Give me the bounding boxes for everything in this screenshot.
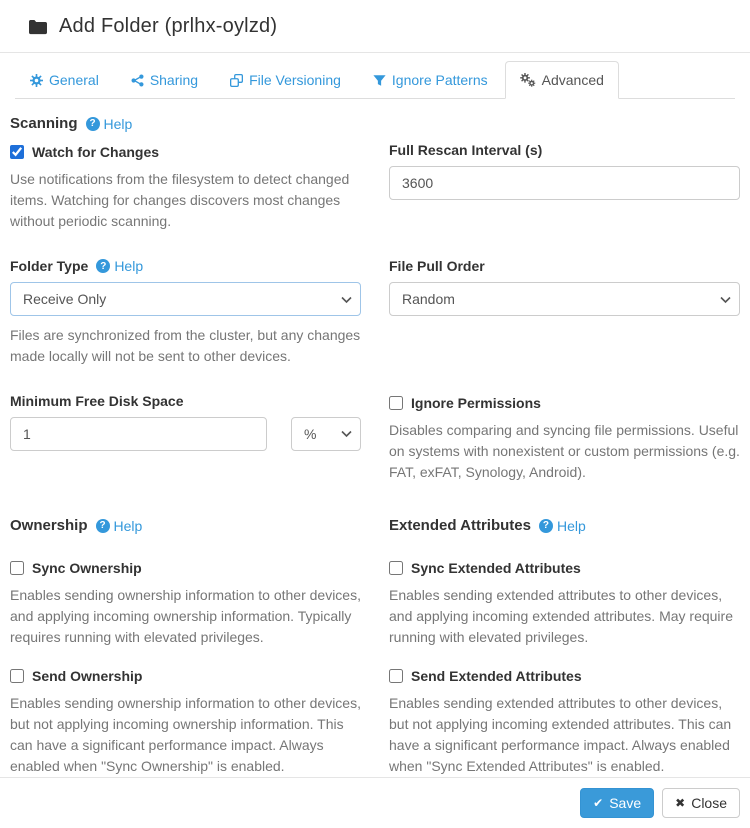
scanning-title: Scanning [10,115,78,132]
question-circle-icon: ? [539,519,553,533]
folder-type-description: Files are synchronized from the cluster, but any changes made locally will not be sent to other devices. [10,327,361,364]
dialog-title: Add Folder (prlhx-oylzd) [59,15,278,37]
folder-type-help-link[interactable] [96,258,143,274]
send-ownership-label[interactable]: Send Ownership [32,668,143,684]
tab-file-versioning[interactable] [215,61,356,99]
send-xattrs-row [389,668,740,684]
close-icon: ✖ [675,796,686,810]
sync-xattrs-row [389,560,740,576]
tab-label: Advanced [541,72,604,88]
rescan-interval-label: Full Rescan Interval (s) [389,142,543,158]
sync-xattrs-description: Enables sending extended attributes to other devices, and applying incoming extended attributes. May require running with elevated privileges. [389,587,733,645]
send-xattrs-label[interactable]: Send Extended Attributes [411,668,582,684]
ownership-title: Ownership [10,517,88,534]
tab-label: Sharing [149,72,199,88]
question-circle-icon: ? [86,117,100,131]
dialog-header [0,0,750,53]
check-icon: ✔ [593,796,604,810]
send-ownership-description: Enables sending ownership information to other devices, but not applying incoming ownership information. This can have a significant performance impact. Always enabled when "Sync Ownership" is enabled. [10,695,361,774]
min-disk-label: Minimum Free Disk Space [10,393,184,409]
tab-ignore-patterns[interactable] [358,61,503,99]
tab-sharing[interactable] [116,61,213,99]
versions-icon [230,74,243,87]
help-label: Help [556,517,586,534]
sync-ownership-description: Enables sending ownership information to other devices, and applying incoming ownership information. Typically requires running with elevated privileges. [10,587,361,645]
folder-icon [29,19,47,35]
help-label: Help [113,517,143,534]
share-icon [131,74,144,87]
folder-type-header [10,258,361,274]
xattrs-title: Extended Attributes [389,517,531,534]
sync-ownership-row [10,560,361,576]
tab-label: File Versioning [249,72,341,88]
save-button[interactable] [580,788,654,818]
pull-order-label: File Pull Order [389,258,485,274]
help-label: Help [103,115,133,132]
send-ownership-checkbox[interactable] [10,669,24,683]
folder-type-label: Folder Type [10,258,89,274]
tab-label: General [49,72,99,88]
sync-xattrs-checkbox[interactable] [389,561,403,575]
question-circle-icon: ? [96,519,110,533]
tab-label: Ignore Patterns [391,72,488,88]
xattrs-section-header [389,517,740,534]
watch-for-changes-row [10,144,361,160]
folder-type-select[interactable] [10,282,361,316]
question-circle-icon: ? [96,259,110,273]
send-xattrs-description: Enables sending extended attributes to other devices, but not applying incoming extended attributes. This can have a significant performance impact. Always enabled when "Sync Extended Attributes" is enabled. [389,695,732,774]
close-button[interactable] [662,788,740,818]
tab-advanced[interactable] [505,61,619,99]
tab-general[interactable] [15,61,114,99]
help-label: Help [114,258,144,274]
pull-order-select[interactable] [389,282,740,316]
ignore-permissions-description: Disables comparing and syncing file permissions. Useful on systems with nonexistent or custom permissions (e.g. FAT, exFAT, Synology, Android). [389,422,740,480]
min-disk-input[interactable] [10,417,267,451]
min-disk-unit-select[interactable] [291,417,361,451]
ignore-permissions-checkbox[interactable] [389,396,403,410]
xattrs-help-link[interactable] [539,518,586,534]
dialog-footer [0,777,750,828]
scanning-help-link[interactable] [86,116,133,132]
tab-bar [0,53,750,99]
filter-icon [373,74,386,87]
gears-icon [520,73,536,87]
gear-icon [30,74,43,87]
sync-ownership-label[interactable]: Sync Ownership [32,560,142,576]
watch-for-changes-label[interactable]: Watch for Changes [32,144,160,160]
close-button-label: Close [691,795,727,811]
send-xattrs-checkbox[interactable] [389,669,403,683]
ignore-permissions-label[interactable]: Ignore Permissions [411,395,541,411]
watch-for-changes-checkbox[interactable] [10,145,24,159]
sync-ownership-checkbox[interactable] [10,561,24,575]
ownership-help-link[interactable] [96,518,143,534]
dialog-body [0,99,750,777]
sync-xattrs-label[interactable]: Sync Extended Attributes [411,560,581,576]
rescan-interval-input[interactable] [389,166,740,200]
ignore-permissions-row [389,395,740,411]
send-ownership-row [10,668,361,684]
scanning-section-header [10,115,361,132]
save-button-label: Save [609,795,642,811]
watch-for-changes-description: Use notifications from the filesystem to detect changed items. Watching for changes discovers most changes without periodic scanning. [10,171,350,229]
ownership-section-header [10,517,361,534]
